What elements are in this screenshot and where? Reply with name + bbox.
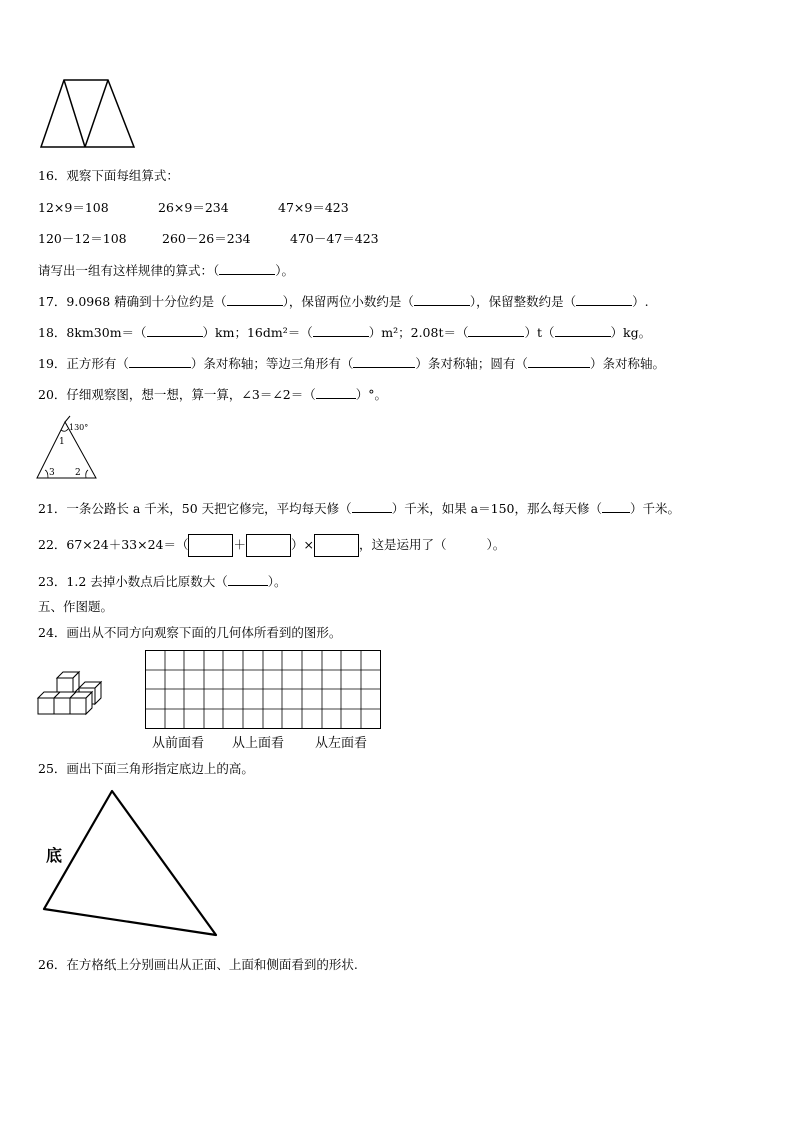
cube-stack-figure [37,670,109,720]
angle-1-label: 1 [59,437,65,447]
triangle-angle-figure [34,418,104,482]
q16-eq-1: 12×9＝108 [38,200,109,215]
q21: 21．一条公路长 a 千米，50 天把它修完，平均每天修（ ）千米，如果 a＝150，那么每天修（ ）千米。 [38,501,680,516]
q24-prompt: 24．画出从不同方向观察下面的几何体所看到的图形。 [38,625,342,640]
q16-eq-6: 470－47＝423 [290,231,379,246]
q16-eq-2: 26×9＝234 [158,200,229,215]
answer-blank[interactable] [129,355,191,368]
triangle-height-figure [40,788,225,940]
answer-box[interactable] [246,534,291,557]
caption-front-view: 从前面看 [152,736,205,751]
caption-top-view: 从上面看 [232,736,285,751]
answer-blank[interactable] [219,262,275,275]
section-heading: 五、作图题。 [38,599,114,614]
angle-130-label: 130° [69,423,89,432]
answer-blank[interactable] [468,324,524,337]
caption-left-view: 从左面看 [315,736,368,751]
q23: 23．1.2 去掉小数点后比原数大（ ）。 [38,574,287,589]
q20: 20．仔细观察图，想一想，算一算，∠3＝∠2＝（ ）°。 [38,387,388,402]
trapezoid-figure [38,78,138,150]
q26-prompt: 26．在方格纸上分别画出从正面、上面和侧面看到的形状. [38,957,358,972]
q25-prompt: 25．画出下面三角形指定底边上的高。 [38,761,254,776]
q22: 22．67×24＋33×24＝（ ＋ ）× ，这是运用了（ ）。 [38,534,505,557]
answer-blank[interactable] [528,355,590,368]
answer-blank[interactable] [353,355,415,368]
angle-3-label: 3 [49,468,55,478]
answer-blank[interactable] [352,500,392,513]
answer-blank[interactable] [602,500,630,513]
base-label: 底 [46,846,63,865]
answer-blank[interactable] [147,324,203,337]
answer-box[interactable] [314,534,359,557]
answer-blank[interactable] [313,324,369,337]
q17: 17．9.0968 精确到十分位约是（ ），保留两位小数约是（ ），保留整数约是（ ）. [38,294,649,309]
q16-eq-3: 47×9＝423 [278,200,349,215]
answer-blank[interactable] [555,324,611,337]
answer-blank[interactable] [316,386,356,399]
drawing-grid[interactable] [145,650,382,730]
q16-prompt: 16．观察下面每组算式： [38,168,179,183]
q18: 18．8km30m＝（ ）km；16dm²＝（ ）m²；2.08t＝（ ）t（ ）kg。 [38,325,652,340]
q19: 19．正方形有（ ）条对称轴；等边三角形有（ ）条对称轴；圆有（ ）条对称轴。 [38,356,665,371]
angle-2-label: 2 [75,468,81,478]
q16-eq-5: 260－26＝234 [162,231,251,246]
q16-eq-4: 120－12＝108 [38,231,127,246]
answer-blank[interactable] [227,293,283,306]
answer-blank[interactable] [228,573,268,586]
q16-ask: 请写出一组有这样规律的算式：（ ）。 [38,263,295,278]
answer-blank[interactable] [576,293,632,306]
answer-blank[interactable] [414,293,470,306]
answer-box[interactable] [188,534,233,557]
